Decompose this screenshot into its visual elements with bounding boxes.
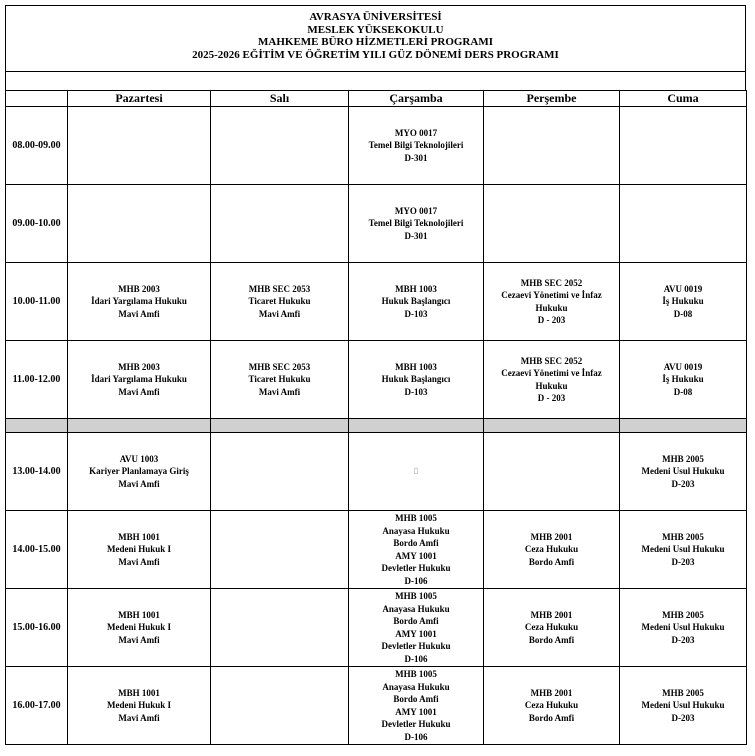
course-line: D-103: [404, 308, 428, 319]
course-cell: [620, 185, 747, 263]
course-line: MHB 2001: [530, 687, 573, 698]
course-line: MHB 2001: [530, 531, 573, 542]
course-line: MBH 1003: [395, 361, 437, 372]
course-cell: [620, 667, 747, 745]
course-line: Kariyer Planlamaya Giriş: [89, 466, 189, 477]
time-slot-row: [6, 185, 747, 263]
course-line: D-203: [671, 556, 695, 567]
course-cell: [620, 107, 747, 185]
course-line: MHB SEC 2053: [248, 283, 311, 294]
course-line: Anayasa Hukuku: [382, 525, 450, 536]
course-cell: [620, 589, 747, 667]
course-line: MYO 0017: [394, 205, 438, 216]
time-slot-label: 15.00-16.00: [6, 589, 68, 667]
course-line: MBH 1003: [395, 283, 437, 294]
course-line: Hukuku: [535, 302, 568, 313]
course-line: D-08: [673, 308, 693, 319]
university-name: AVRASYA ÜNİVERSİTESİ: [309, 11, 442, 23]
course-line: Bordo Amfi: [528, 712, 575, 723]
corner-cell: [6, 91, 68, 107]
course-line: Mavi Amfi: [118, 634, 160, 645]
program-name: MAHKEME BÜRO HİZMETLERİ PROGRAMI: [258, 36, 493, 48]
course-line: MHB 2005: [662, 687, 704, 698]
course-line: Anayasa Hukuku: [382, 681, 450, 692]
course-cell: [484, 341, 620, 419]
course-line: Mavi Amfi: [118, 478, 160, 489]
course-cell: [68, 185, 211, 263]
time-slot-label: 14.00-15.00: [6, 511, 68, 589]
course-cell: [68, 107, 211, 185]
course-line: Medeni Usul Hukuku: [641, 466, 725, 477]
course-line: MBH 1001: [118, 531, 160, 542]
course-line: Mavi Amfi: [118, 308, 160, 319]
course-cell: [620, 511, 747, 589]
school-name: MESLEK YÜKSEKOKULU: [307, 23, 444, 36]
course-line: MYO 0017: [394, 127, 438, 138]
course-line: Mavi Amfi: [118, 556, 160, 567]
break-cell: [211, 419, 349, 433]
course-line: D-203: [671, 634, 695, 645]
course-line: MHB SEC 2053: [248, 361, 311, 372]
time-slot-row: [6, 263, 747, 341]
course-cell: [349, 589, 484, 667]
course-line: MHB 1005: [395, 513, 437, 523]
blank-row: [5, 72, 746, 91]
break-cell: [349, 419, 484, 433]
course-cell: [68, 589, 211, 667]
break-cell: [68, 419, 211, 433]
course-cell: [211, 263, 349, 341]
course-cell: [484, 589, 620, 667]
course-line: MBH 1001: [118, 687, 160, 698]
course-line: MHB SEC 2052: [520, 277, 583, 288]
course-cell: [484, 511, 620, 589]
course-cell: [484, 667, 620, 745]
course-line: D-106: [404, 731, 428, 742]
course-line: D-203: [671, 478, 695, 489]
course-cell: [349, 263, 484, 341]
course-line: Anayasa Hukuku: [382, 603, 450, 614]
course-cell: [484, 263, 620, 341]
time-slot-label: 16.00-17.00: [6, 667, 68, 745]
day-header-row: [6, 91, 747, 107]
day-header: Çarşamba: [349, 91, 484, 107]
course-cell: [68, 667, 211, 745]
course-line: Hukuk Başlangıcı: [381, 296, 451, 307]
course-line: Ticaret Hukuku: [248, 374, 311, 385]
course-line: AMY 1001: [395, 550, 437, 561]
course-line: MHB 1005: [395, 591, 437, 601]
course-line: Mavi Amfi: [118, 386, 160, 397]
course-line: Hukuk Başlangıcı: [381, 374, 451, 385]
time-slot-label: 11.00-12.00: [6, 341, 68, 419]
time-slot-row: [6, 433, 747, 511]
course-line: Hukuku: [535, 380, 568, 391]
course-line: İdari Yargılama Hukuku: [91, 374, 187, 385]
course-line: MHB 2003: [118, 283, 160, 294]
time-slot-row: [6, 511, 747, 589]
course-line: Bordo Amfi: [528, 556, 575, 567]
lunch-break-row: [6, 419, 747, 433]
course-line: Medeni Hukuk I: [106, 622, 172, 633]
course-cell: [484, 107, 620, 185]
course-line: Bordo Amfi: [393, 538, 439, 548]
course-line: D-301: [404, 152, 428, 163]
time-slot-row: [6, 667, 747, 745]
course-line: MHB 2005: [662, 531, 704, 542]
course-line: Bordo Amfi: [393, 694, 439, 704]
course-cell: [211, 341, 349, 419]
break-cell: [6, 419, 68, 433]
course-line: D - 203: [537, 315, 566, 325]
missing-glyph-icon: ▯: [413, 466, 419, 476]
time-slot-label: 08.00-09.00: [6, 107, 68, 185]
course-line: Devletler Hukuku: [381, 563, 451, 573]
course-cell: [484, 433, 620, 511]
course-line: D-08: [673, 386, 693, 397]
course-line: D-103: [404, 386, 428, 397]
course-line: AVU 0019: [663, 283, 703, 294]
course-line: Temel Bilgi Teknolojileri: [368, 218, 464, 229]
time-slot-row: [6, 589, 747, 667]
course-cell: [349, 107, 484, 185]
course-line: MHB SEC 2052: [520, 355, 583, 366]
course-line: Ceza Hukuku: [524, 544, 579, 555]
course-line: Devletler Hukuku: [381, 719, 451, 729]
course-cell: [349, 185, 484, 263]
course-line: Medeni Usul Hukuku: [641, 622, 725, 633]
course-cell: [68, 341, 211, 419]
course-cell: [349, 341, 484, 419]
course-cell: [211, 511, 349, 589]
time-slot-label: 09.00-10.00: [6, 185, 68, 263]
course-line: Temel Bilgi Teknolojileri: [368, 140, 464, 151]
course-line: D-106: [404, 575, 428, 586]
course-line: Medeni Usul Hukuku: [641, 700, 725, 711]
course-cell: [211, 589, 349, 667]
course-line: Medeni Hukuk I: [106, 700, 172, 711]
course-line: D - 203: [537, 393, 566, 403]
course-line: D-106: [404, 653, 428, 664]
course-line: MHB 2005: [662, 453, 704, 464]
time-slot-row: [6, 341, 747, 419]
course-cell: [211, 667, 349, 745]
course-line: AVU 0019: [663, 361, 703, 372]
break-cell: [620, 419, 747, 433]
course-line: Cezaevi Yönetimi ve İnfaz: [501, 368, 602, 378]
break-cell: [484, 419, 620, 433]
schedule-title: 2025-2026 EĞİTİM VE ÖĞRETİM YILI GÜZ DÖNEMİ DERS PROGRAMI: [192, 48, 559, 61]
time-slot-row: [6, 107, 747, 185]
course-line: D-301: [404, 230, 428, 241]
course-line: AVU 1003: [119, 453, 159, 464]
course-line: AMY 1001: [395, 628, 437, 639]
course-line: MBH 1001: [118, 609, 160, 620]
course-line: Ceza Hukuku: [524, 700, 579, 711]
course-cell: [349, 667, 484, 745]
course-line: D-203: [671, 712, 695, 723]
course-line: Bordo Amfi: [528, 634, 575, 645]
course-line: MHB 1005: [395, 669, 437, 679]
course-line: İş Hukuku: [662, 374, 704, 385]
course-line: MHB 2005: [662, 609, 704, 620]
course-line: İdari Yargılama Hukuku: [91, 296, 187, 307]
course-line: Mavi Amfi: [258, 308, 301, 319]
time-slot-label: 13.00-14.00: [6, 433, 68, 511]
course-cell: [620, 263, 747, 341]
course-line: AMY 1001: [395, 706, 437, 717]
day-header: Pazartesi: [68, 91, 211, 107]
day-header: Perşembe: [484, 91, 620, 107]
course-line: Medeni Hukuk I: [106, 544, 172, 555]
course-line: İş Hukuku: [662, 296, 704, 307]
course-line: Ticaret Hukuku: [248, 296, 311, 307]
course-cell: [620, 341, 747, 419]
course-cell: [349, 511, 484, 589]
time-slot-label: 10.00-11.00: [6, 263, 68, 341]
course-cell: [620, 433, 747, 511]
course-cell: [68, 263, 211, 341]
course-cell: [484, 185, 620, 263]
course-line: Devletler Hukuku: [381, 641, 451, 651]
schedule-table: [5, 90, 747, 745]
course-line: Mavi Amfi: [258, 386, 301, 397]
schedule-header: [5, 5, 746, 72]
course-line: Ceza Hukuku: [524, 622, 579, 633]
course-cell: [211, 107, 349, 185]
course-line: Cezaevi Yönetimi ve İnfaz: [501, 290, 602, 300]
course-line: MHB 2001: [530, 609, 573, 620]
course-line: Mavi Amfi: [118, 712, 160, 723]
course-line: Bordo Amfi: [393, 616, 439, 626]
course-cell: [68, 433, 211, 511]
course-cell: [349, 433, 484, 511]
day-header: Cuma: [620, 91, 747, 107]
course-line: Medeni Usul Hukuku: [641, 544, 725, 555]
course-cell: [211, 185, 349, 263]
course-cell: [211, 433, 349, 511]
course-line: MHB 2003: [118, 361, 160, 372]
day-header: Salı: [211, 91, 349, 107]
course-cell: [68, 511, 211, 589]
